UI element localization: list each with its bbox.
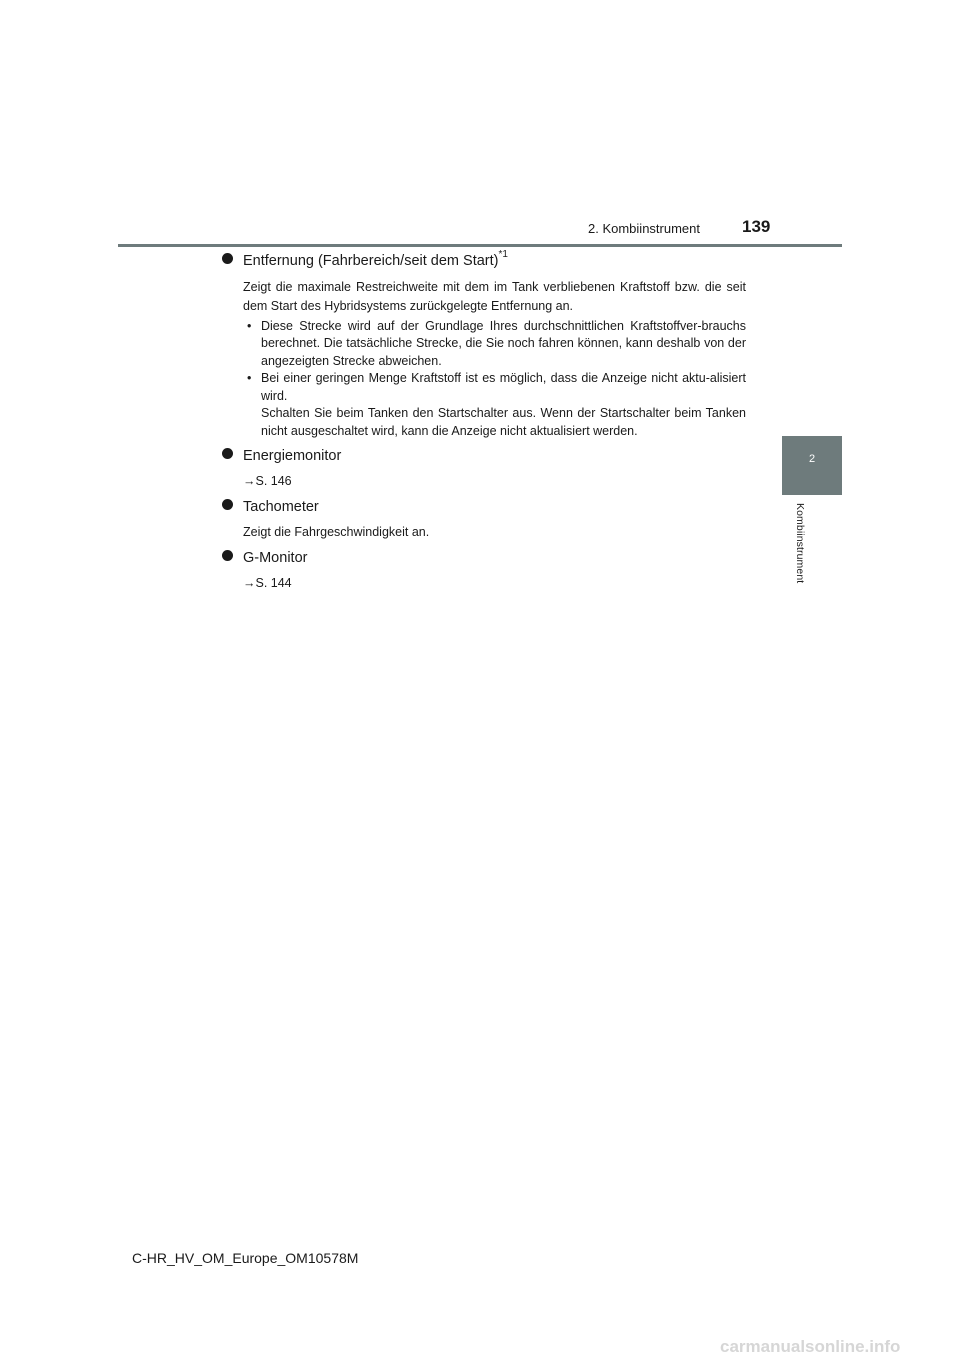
header-divider xyxy=(118,244,842,247)
note-item: • Diese Strecke wird auf der Grundlage Ihres durchschnittlichen Kraftstoffver-brauchs berechnet. Die tatsächliche Strecke, die Sie noch fahren können, kann deshalb von der angezeigten Strecke abweichen. xyxy=(247,318,746,368)
bullet-icon xyxy=(222,550,233,561)
chapter-tab-label: Kombiinstrument xyxy=(794,503,806,584)
item-tachometer xyxy=(222,499,746,542)
item-description: Zeigt die maximale Restreichweite mit dem im Tank verbliebenen Kraftstoff bzw. die seit dem Start des Hybridsystems zurückgelegte Entfernung an. xyxy=(243,279,746,313)
bullet-icon xyxy=(222,253,233,264)
bullet-icon xyxy=(222,448,233,459)
document-id: C-HR_HV_OM_Europe_OM10578M xyxy=(132,1250,359,1266)
chapter-tab[interactable]: 2 xyxy=(782,436,842,495)
page-reference-link[interactable]: →S. 144 xyxy=(243,576,292,591)
item-description: Zeigt die Fahrgeschwindigkeit an. xyxy=(243,525,430,540)
item-energiemonitor xyxy=(222,448,746,491)
page-content xyxy=(222,251,746,593)
item-entfernung xyxy=(222,251,746,440)
note-item: • Bei einer geringen Menge Kraftstoff ist es möglich, dass die Anzeige nicht aktu-alisiert wird. Schalten Sie beim Tanken den Startschalter aus. Wenn der Startschalter beim Tanken nicht ausgeschaltet wird, kann die Anzeige nicht aktualisiert werden. xyxy=(247,371,746,438)
bullet-icon xyxy=(222,499,233,510)
item-g-monitor xyxy=(222,550,746,593)
item-title: Tachometer xyxy=(243,499,319,516)
item-title: G-Monitor xyxy=(243,550,308,567)
note-list xyxy=(222,318,746,441)
footnote-marker: *1 xyxy=(498,249,508,260)
page-number: 139 xyxy=(742,217,771,236)
section-title: 2. Kombiinstrument xyxy=(588,221,700,236)
watermark: carmanualsonline.info xyxy=(720,1337,901,1356)
page-reference-link[interactable]: →S. 146 xyxy=(243,474,292,489)
item-title: Energiemonitor xyxy=(243,448,342,465)
item-title: Entfernung (Fahrbereich/seit dem Start)$^{*1}$ xyxy=(243,249,508,269)
